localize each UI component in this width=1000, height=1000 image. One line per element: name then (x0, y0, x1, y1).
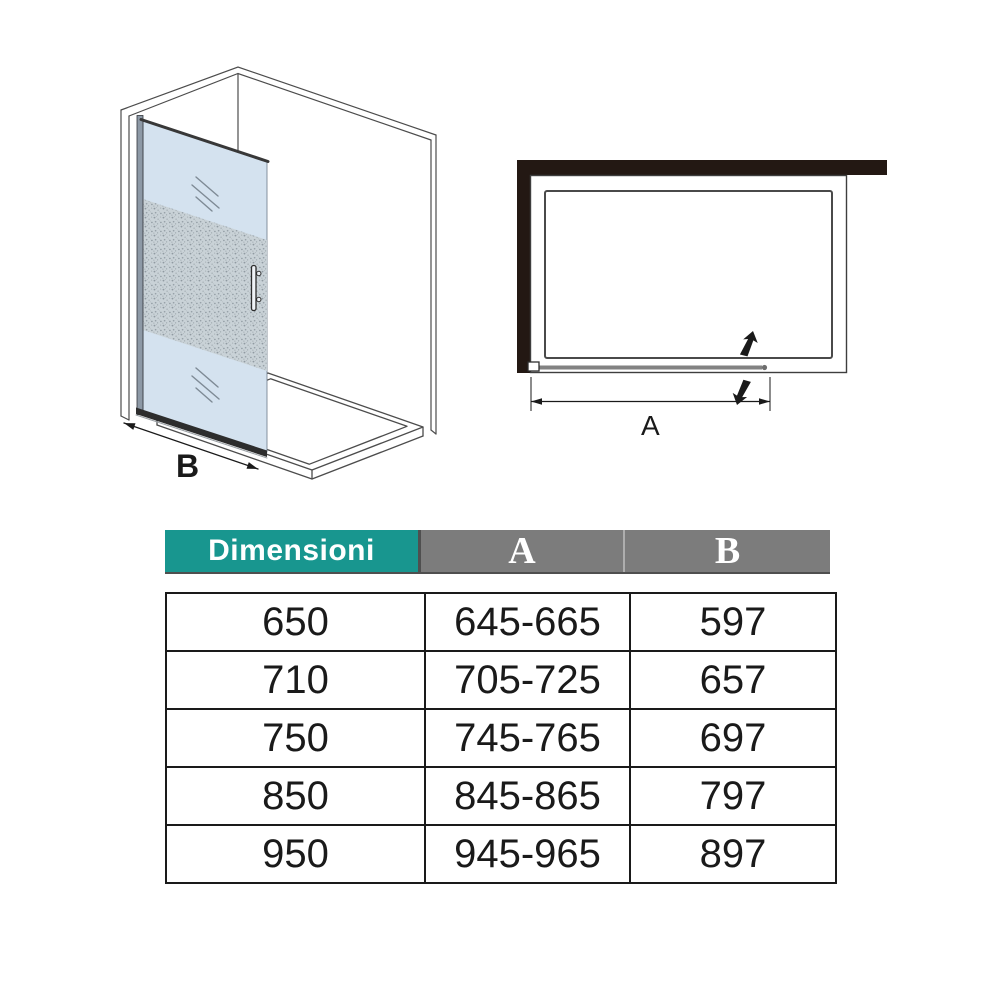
iso-glass-panel (136, 116, 268, 459)
plan-wall-top (518, 160, 887, 175)
table-header-a: A (421, 530, 623, 572)
cell-b-value: 697 (630, 709, 836, 767)
cell-a-range: 705-725 (425, 651, 630, 709)
cell-a-range: 945-965 (425, 825, 630, 883)
plan-view (517, 160, 887, 441)
cell-size: 850 (166, 767, 425, 825)
table-header-dimensions: Dimensioni (165, 530, 418, 572)
table-row (166, 825, 836, 883)
plan-tray-outer (531, 176, 847, 373)
cell-size: 650 (166, 593, 425, 651)
plan-wall-profile (528, 362, 539, 371)
cell-size: 950 (166, 825, 425, 883)
plan-wall-left (517, 160, 530, 373)
table-row (166, 651, 836, 709)
cell-b-value: 657 (630, 651, 836, 709)
cell-b-value: 797 (630, 767, 836, 825)
iso-view (121, 67, 436, 484)
wall-profile (137, 116, 143, 415)
cell-b-value: 597 (630, 593, 836, 651)
table-row (166, 709, 836, 767)
cell-a-range: 745-765 (425, 709, 630, 767)
plan-dimension-a (531, 377, 770, 441)
cell-a-range: 645-665 (425, 593, 630, 651)
table-row (166, 767, 836, 825)
table-header-row (165, 530, 830, 574)
dimensions-table (165, 592, 837, 884)
cell-size: 710 (166, 651, 425, 709)
dimension-b-label: B (176, 448, 200, 484)
table-header-b: B (625, 530, 830, 572)
table-row (166, 593, 836, 651)
cell-a-range: 845-865 (425, 767, 630, 825)
dimension-a-label: A (641, 410, 660, 441)
cell-b-value: 897 (630, 825, 836, 883)
cell-size: 750 (166, 709, 425, 767)
